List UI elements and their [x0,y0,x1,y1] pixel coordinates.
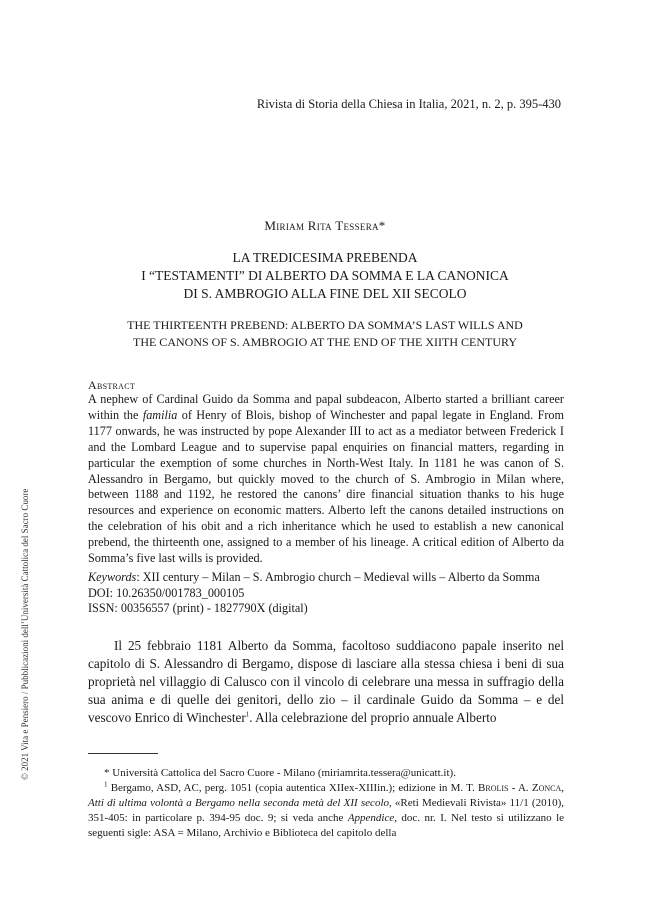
abstract-italic-term: familia [142,407,178,422]
body-paragraph [88,637,564,727]
abstract-heading: Abstract [88,378,136,392]
footnotes [88,766,564,841]
footnote-ref: 1 [245,710,250,719]
keywords-label: Keywords [88,570,137,584]
article-metadata [88,570,578,617]
journal-citation: Rivista di Storia della Chiesa in Italia, 2021, n. 2, p. 395-430 [256,97,561,111]
footnote-author-name: Zonca [531,782,562,794]
keywords-list: : XII century – Milan – S. Ambrogio church – Medieval wills – Alberto da Somma [136,570,540,584]
footnote-divider [88,753,158,754]
footnote-author-name: Brolis [478,782,509,794]
footnote-text-part: Bergamo, ASD, AC, perg. 1051 (copia autentica XIIex-XIIIin.); edizione in M. T. [107,782,479,794]
title-italian-line: I “TESTAMENTI” DI ALBERTO DA SOMMA E LA CANONICA [141,268,509,283]
title-english [0,317,650,350]
body-text-part: Il 25 febbraio 1181 Alberto da Somma, facoltoso suddiacono papale inserito nel capitolo di S. Alessandro di Bergamo, dispose di lasciare alla stessa chiesa i beni di sua proprietà nel villaggio di Calusco con il vincolo di celebrare una messa in suffragio della sua anima e di quelle dei genitori, dello zio – il cardinale Guido da Somma – e del vescovo Enrico di Winchester [88,638,564,725]
footnote-appendix-ref: Appendice [347,812,395,824]
footnote-number: 1 [104,780,108,789]
footnote-text-part: - A. [508,782,532,794]
body-text-part: . Alla celebrazione del proprio annuale Alberto [249,710,497,725]
footnote-text-part: , [561,782,565,794]
footnote-1 [88,781,564,841]
title-italian [0,249,650,303]
abstract-text-part: A nephew of Cardinal Guido da Somma and papal subdeacon, Alberto started a brilliant career within the [88,392,564,422]
title-italian-line: DI S. AMBROGIO ALLA FINE DEL XII SECOLO [183,286,467,301]
doi-line: DOI: 10.26350/001783_000105 [88,585,245,600]
copyright-sidebar: © 2021 Vita e Pensiero / Pubblicazioni dell’Università Cattolica del Sacro Cuore [20,488,30,780]
footnote-text-part: , «Reti Medievali Rivista» 11/1 (2010), 351-405: in particolare p. 394-95 doc. 9; si veda anche [88,797,564,824]
footnote-work-title: Atti di ultima volontà a Bergamo nella seconda metà del XII secolo [88,797,389,809]
title-english-line: THE THIRTEENTH PREBEND: ALBERTO DA SOMMA’S LAST WILLS AND [127,318,523,332]
author-name: Miriam Rita Tessera* [264,218,386,233]
abstract-text [88,392,564,567]
footnote-author-affiliation: * Università Cattolica del Sacro Cuore - Milano (miriamrita.tessera@unicatt.it). [104,767,456,779]
title-english-line: THE CANONS OF S. AMBROGIO AT THE END OF THE XIITH CENTURY [132,334,518,349]
keywords-line [88,570,578,586]
issn-line: ISSN: 00356557 (print) - 1827790X (digital) [88,601,308,616]
title-italian-line: LA TREDICESIMA PREBENDA [232,250,418,265]
footnote-text-part: , doc. nr. I. Nel testo si utilizzano le seguenti sigle: ASA = Milano, Archivio e Biblioteca del capitolo della [88,812,565,839]
abstract-text-part: of Henry of Blois, bishop of Winchester and papal legate in England. From 1177 onwards, he was instructed by pope Alexander III to act as a mediator between Frederick I and the Lombard League and to supervise papal enquiries on financial matters, regarding in particular the exemption of some churches in North-West Italy. In 1181 he was canon of S. Alessandro in Bergamo, but quickly moved to the church of S. Ambrogio in Milan where, between 1188 and 1192, he restored the canons’ dire financial situation thanks to his huge resources and experience on economic matters. Alberto left the canons detailed instructions on the celebration of his obit and a rich inheritance which he used to establish a new canonical prebend, the thirteenth one, assigned to a member of his lineage. A critical edition of Alberto da Somma’s five last wills is provided. [88,407,564,566]
